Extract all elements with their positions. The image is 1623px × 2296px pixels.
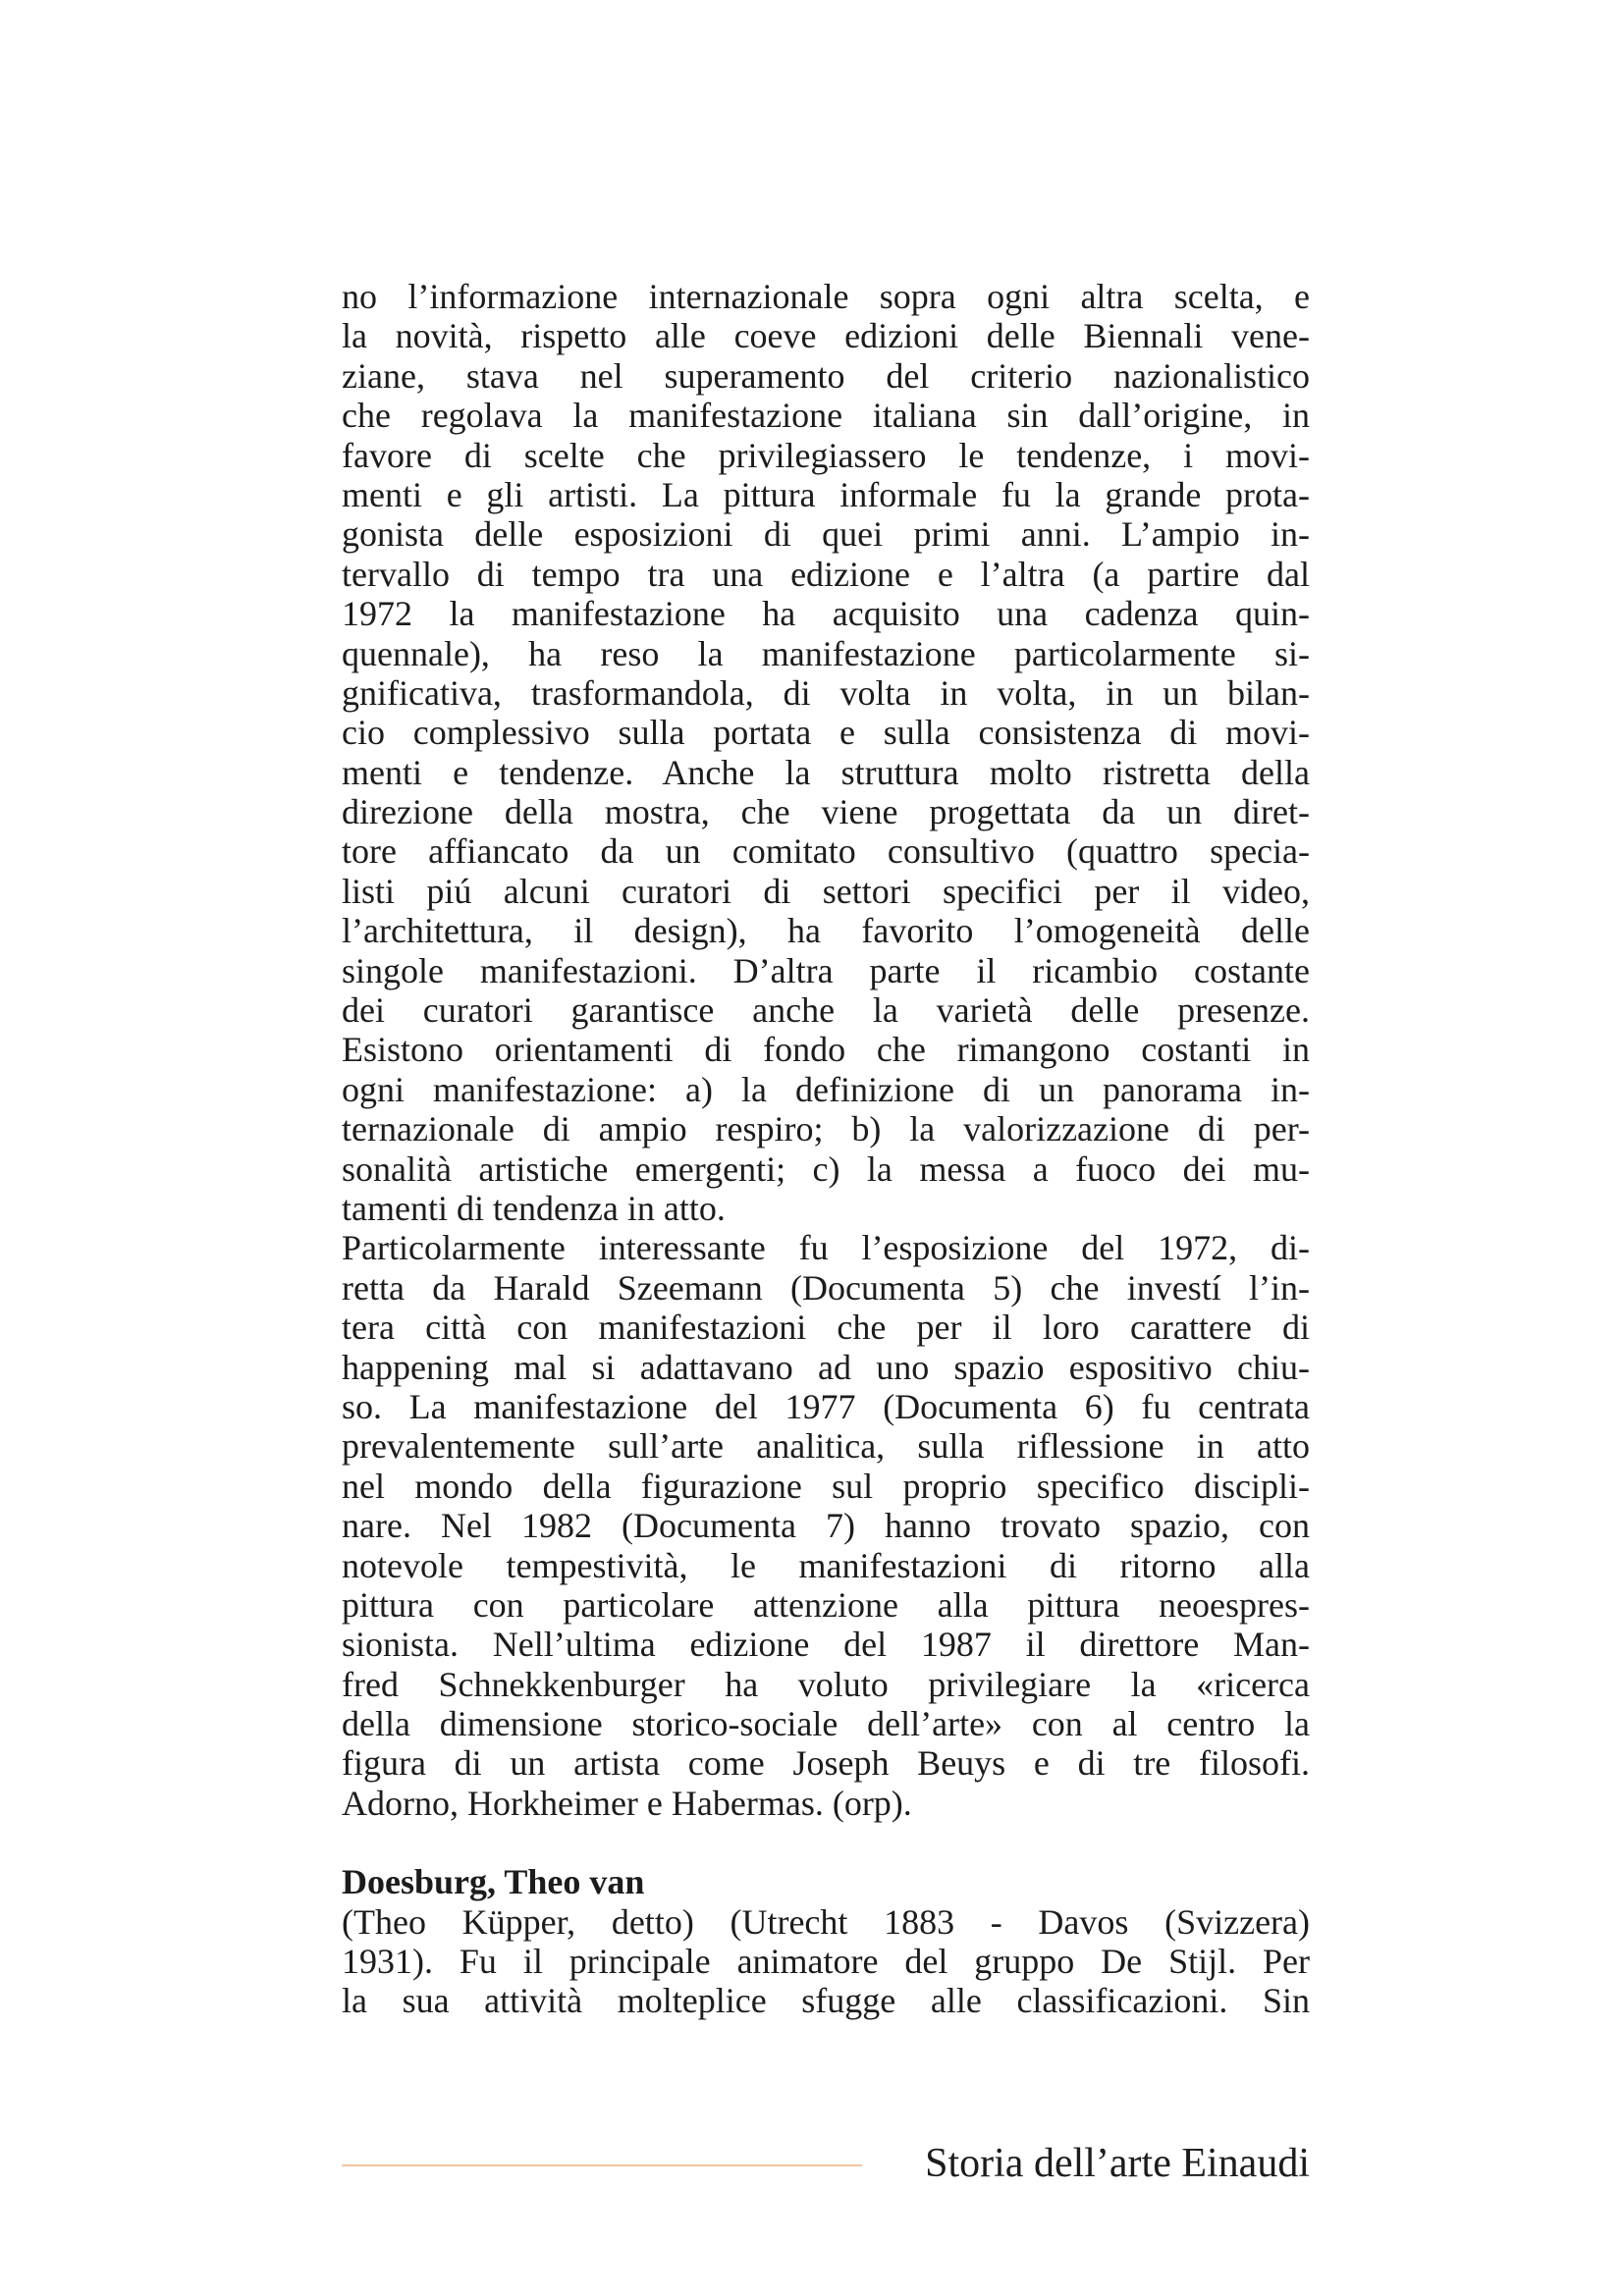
text-line: ternazionale di ampio respiro; b) la valorizzazione di per- <box>342 1109 1310 1149</box>
text-line: singole manifestazioni. D’altra parte il ricambio costante <box>342 950 1310 990</box>
text-line: fred Schnekkenburger ha voluto privilegiare la «ricerca <box>342 1664 1310 1704</box>
text-line: menti e gli artisti. La pittura informale fu la grande prota- <box>342 474 1310 514</box>
footer-book-title: Storia dell’arte Einaudi <box>925 2141 1310 2186</box>
text-line: listi piú alcuni curatori di settori specifici per il video, <box>342 871 1310 911</box>
text-line: sionista. Nell’ultima edizione del 1987 il direttore Man- <box>342 1625 1310 1665</box>
text-line: che regolava la manifestazione italiana sin dall’origine, in <box>342 396 1310 436</box>
text-line: 1972 la manifestazione ha acquisito una cadenza quin- <box>342 594 1310 634</box>
text-line: happening mal si adattavano ad uno spazio espositivo chiu- <box>342 1347 1310 1387</box>
entry-heading: Doesburg, Theo van <box>342 1862 645 1902</box>
text-line: tera città con manifestazioni che per il loro carattere di <box>342 1308 1310 1348</box>
text-line: figura di un artista come Joseph Beuys e di tre filosofi. <box>342 1743 1310 1784</box>
text-line: nel mondo della figurazione sul proprio specifico discipli- <box>342 1466 1310 1506</box>
page-footer <box>342 2140 1310 2187</box>
text-line: so. La manifestazione del 1977 (Documenta 6) fu centrata <box>342 1386 1310 1426</box>
text-line: retta da Harald Szeemann (Documenta 5) che investí l’in- <box>342 1267 1310 1308</box>
text-line: della dimensione storico-sociale dell’arte» con al centro la <box>342 1704 1310 1744</box>
footer-rule <box>342 2164 862 2166</box>
paragraph-documenta-overview <box>342 277 1310 1228</box>
text-line: tervallo di tempo tra una edizione e l’altra (a partire dal <box>342 554 1310 594</box>
text-line: Esistono orientamenti di fondo che rimangono costanti in <box>342 1030 1310 1070</box>
text-line: la novità, rispetto alle coeve edizioni delle Biennali vene- <box>342 316 1310 356</box>
text-line: cio complessivo sulla portata e sulla consistenza di movi- <box>342 713 1310 753</box>
text-line: tamenti di tendenza in atto. <box>342 1188 726 1228</box>
text-line: tore affiancato da un comitato consultivo (quattro specia- <box>342 831 1310 872</box>
text-line: sonalità artistiche emergenti; c) la messa a fuoco dei mu- <box>342 1148 1310 1189</box>
text-line: 1931). Fu il principale animatore del gruppo De Stijl. Per <box>342 1942 1310 1982</box>
paragraph-documenta-editions <box>342 1228 1310 1823</box>
text-line: quennale), ha reso la manifestazione particolarmente si- <box>342 633 1310 673</box>
text-line: gnificativa, trasformandola, di volta in volta, in un bilan- <box>342 672 1310 713</box>
text-line: favore di scelte che privilegiassero le tendenze, i movi- <box>342 435 1310 475</box>
text-line: la sua attività molteplice sfugge alle classificazioni. Sin <box>342 1981 1310 2021</box>
text-line: Particolarmente interessante fu l’esposizione del 1972, di- <box>342 1228 1310 1268</box>
text-line: l’architettura, il design), ha favorito l’omogeneità delle <box>342 911 1310 951</box>
text-line: menti e tendenze. Anche la struttura molto ristretta della <box>342 752 1310 792</box>
paragraph-doesburg-entry <box>342 1902 1310 2021</box>
body-text <box>342 277 1310 2021</box>
text-line: prevalentemente sull’arte analitica, sulla riflessione in atto <box>342 1426 1310 1467</box>
text-line: direzione della mostra, che viene progettata da un diret- <box>342 792 1310 832</box>
text-line: nare. Nel 1982 (Documenta 7) hanno trovato spazio, con <box>342 1506 1310 1546</box>
text-line: dei curatori garantisce anche la varietà delle presenze. <box>342 990 1310 1031</box>
text-line: notevole tempestività, le manifestazioni di ritorno alla <box>342 1545 1310 1585</box>
text-line: (Theo Küpper, detto) (Utrecht 1883 - Davos (Svizzera) <box>342 1901 1310 1942</box>
text-line: ogni manifestazione: a) la definizione di un panorama in- <box>342 1069 1310 1109</box>
text-line: Adorno, Horkheimer e Habermas. (orp). <box>342 1783 912 1823</box>
text-line: pittura con particolare attenzione alla pittura neoespres- <box>342 1584 1310 1625</box>
text-line: gonista delle esposizioni di quei primi anni. L’ampio in- <box>342 514 1310 555</box>
text-line: ziane, stava nel superamento del criterio nazionalistico <box>342 355 1310 396</box>
text-line: no l’informazione internazionale sopra ogni altra scelta, e <box>342 277 1310 316</box>
